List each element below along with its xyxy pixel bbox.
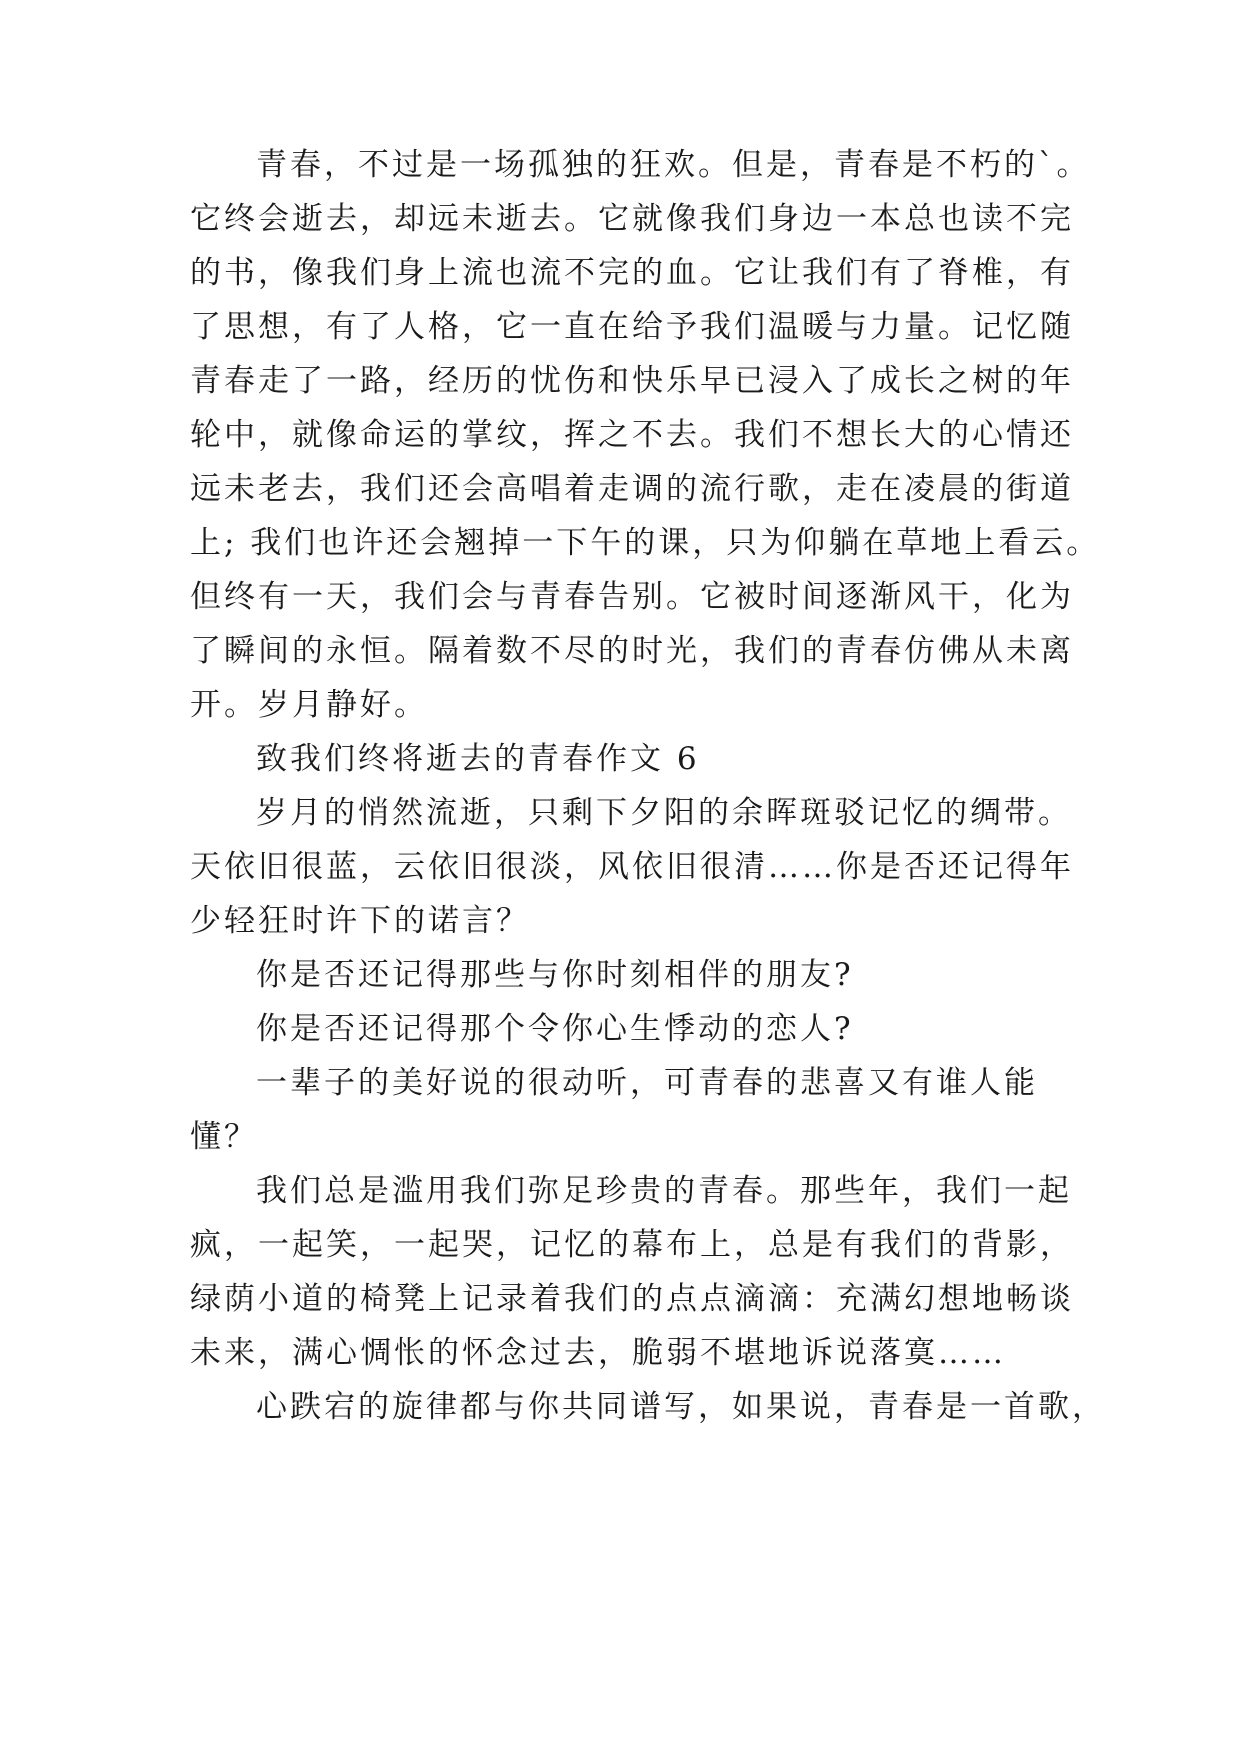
- text-line: 一辈子的美好说的很动听，可青春的悲喜又有谁人能: [256, 1065, 1038, 1101]
- text-line: 的书，像我们身上流也流不完的血。它让我们有了脊椎，有: [190, 255, 1074, 291]
- text-line: 但终有一天，我们会与青春告别。它被时间逐渐风干，化为: [190, 579, 1074, 615]
- section-heading: 致我们终将逝去的青春作文 6: [256, 741, 700, 777]
- text-line: 它终会逝去，却远未逝去。它就像我们身边一本总也读不完: [190, 201, 1074, 237]
- text-line: 绿荫小道的椅凳上记录着我们的点点滴滴：充满幻想地畅谈: [190, 1281, 1074, 1317]
- text-line: 你是否还记得那些与你时刻相伴的朋友?: [256, 957, 854, 993]
- text-line: 心跌宕的旋律都与你共同谱写，如果说，青春是一首歌，: [256, 1389, 1106, 1425]
- text-line: 天依旧很蓝，云依旧很淡，风依旧很清……你是否还记得年: [190, 849, 1074, 885]
- text-line: 青春，不过是一场孤独的狂欢。但是，青春是不朽的`。: [256, 147, 1091, 183]
- text-line: 我们总是滥用我们弥足珍贵的青春。那些年，我们一起: [256, 1173, 1072, 1209]
- text-line: 上; 我们也许还会翘掉一下午的课，只为仰躺在草地上看云。: [190, 525, 1101, 561]
- text-line: 了瞬间的永恒。隔着数不尽的时光，我们的青春仿佛从未离: [190, 633, 1074, 669]
- text-line: 少轻狂时许下的诺言？: [190, 903, 530, 939]
- text-line: 轮中，就像命运的掌纹，挥之不去。我们不想长大的心情还: [190, 417, 1074, 453]
- text-line: 了思想，有了人格，它一直在给予我们温暖与力量。记忆随: [190, 309, 1074, 345]
- text-line: 岁月的悄然流逝，只剩下夕阳的余晖斑驳记忆的绸带。: [256, 795, 1072, 831]
- text-line: 疯，一起笑，一起哭，记忆的幕布上，总是有我们的背影，: [190, 1227, 1074, 1263]
- text-line: 你是否还记得那个令你心生悸动的恋人?: [256, 1011, 854, 1047]
- text-line: 未来，满心惆怅的怀念过去，脆弱不堪地诉说落寞……: [190, 1335, 1006, 1371]
- text-line: 开。岁月静好。: [190, 687, 428, 723]
- text-line: 懂？: [190, 1119, 258, 1155]
- text-line: 远未老去，我们还会高唱着走调的流行歌，走在凌晨的街道: [190, 471, 1074, 507]
- text-line: 青春走了一路，经历的忧伤和快乐早已浸入了成长之树的年: [190, 363, 1074, 399]
